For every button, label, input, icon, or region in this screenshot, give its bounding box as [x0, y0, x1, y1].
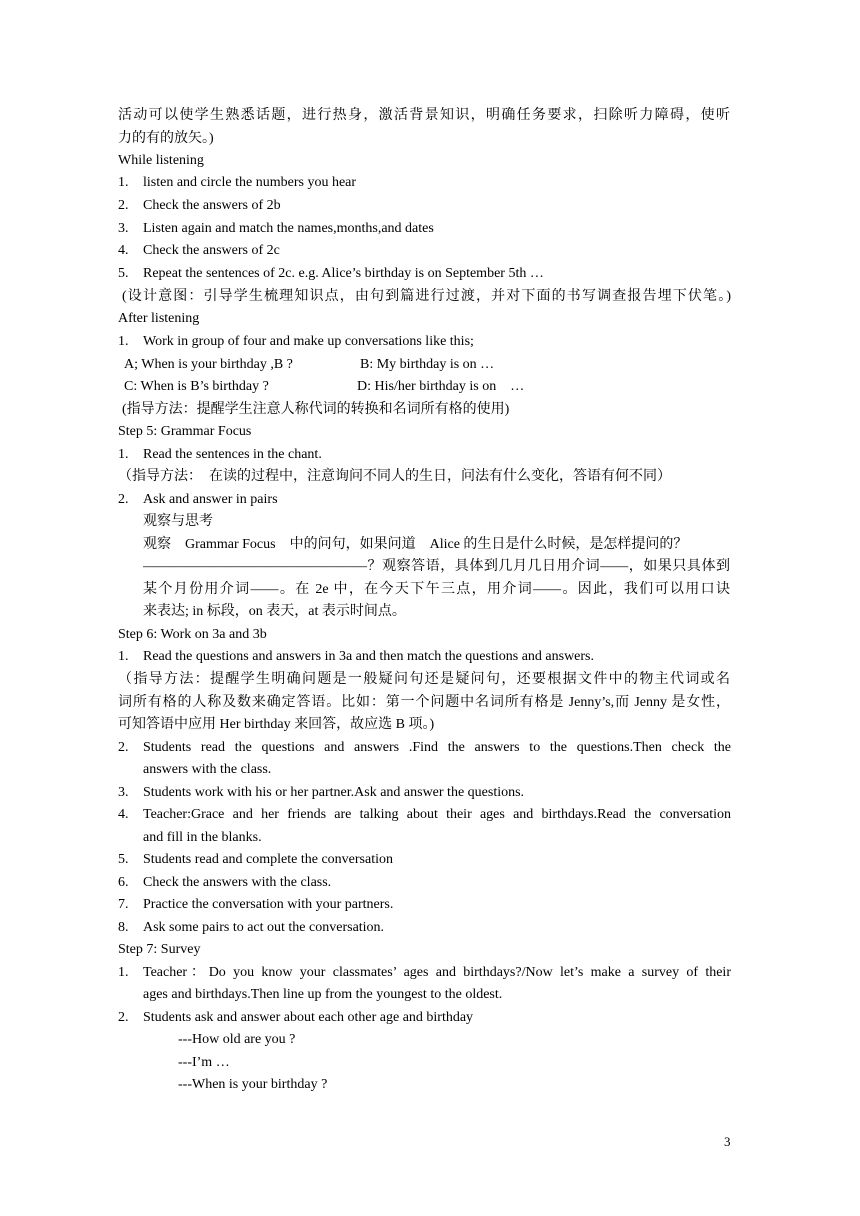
- list-item-text: Check the answers with the class.: [143, 875, 332, 890]
- text-line: 活动可以使学生熟悉话题，进行热身，激活背景知识，明确任务要求，扫除听力障碍，使听: [118, 108, 730, 123]
- list-number: 1.: [118, 649, 129, 664]
- text-line: ---When is your birthday ?: [178, 1077, 328, 1092]
- list-item-text: Read the sentences in the chant.: [143, 447, 322, 462]
- list-item-text: Repeat the sentences of 2c. e.g. Alice’s birthday is on September 5th …: [143, 266, 544, 281]
- list-item-text: Students read the questions and answers .Find the answers to the questions.Then check the: [143, 740, 731, 755]
- list-item-text: listen and circle the numbers you hear: [143, 175, 357, 190]
- list-number: 2.: [118, 1010, 129, 1025]
- text-line: 某个月份用介词——。在 2e 中，在今天下午三点，用介词——。因此，我们可以用口诀: [143, 582, 730, 597]
- page-number: 3: [724, 1134, 731, 1149]
- text-line: （指导方法： 在读的过程中，注意询问不同人的生日，问法有什么变化，答语有何不同）: [118, 469, 671, 484]
- text-line: Step 5: Grammar Focus: [118, 424, 252, 439]
- list-item-text: Teacher:Grace and her friends are talking about their ages and birthdays.Read the conversation: [143, 807, 731, 822]
- list-number: 3.: [118, 221, 129, 236]
- list-number: 2.: [118, 198, 129, 213]
- text-line: Step 7: Survey: [118, 942, 201, 957]
- text-line: and fill in the blanks.: [143, 830, 262, 845]
- list-number: 5.: [118, 852, 129, 867]
- list-number: 1.: [118, 175, 129, 190]
- text-line: （指导方法：提醒学生明确问题是一般疑问句还是疑问句，还要根据文件中的物主代词或名: [118, 672, 730, 687]
- text-line: 词所有格的人称及数来确定答语。比如：第一个问题中名词所有格是 Jenny’s,而 Jenny 是女性，: [118, 695, 730, 710]
- list-item-text: Students ask and answer about each other age and birthday: [143, 1010, 474, 1025]
- list-number: 2.: [118, 492, 129, 507]
- text-line: answers with the class.: [143, 762, 272, 777]
- text-line: 观察 Grammar Focus 中的问句，如果问道 Alice 的生日是什么时候，是怎样提问的？: [143, 537, 688, 552]
- list-number: 2.: [118, 740, 129, 755]
- list-number: 7.: [118, 897, 129, 912]
- text-line: ages and birthdays.Then line up from the youngest to the oldest.: [143, 987, 503, 1002]
- text-line: 力的有的放矢。): [118, 131, 214, 146]
- list-item-text: Students work with his or her partner.Ask and answer the questions.: [143, 785, 525, 800]
- list-number: 4.: [118, 807, 129, 822]
- text-line: ---I’m …: [178, 1055, 230, 1070]
- text-line: 来表达; in 标段，on 表天，at 表示时间点。: [143, 604, 406, 619]
- text-line: D: His/her birthday is on …: [357, 379, 525, 394]
- text-line: Step 6: Work on 3a and 3b: [118, 627, 267, 642]
- list-item-text: Work in group of four and make up conversations like this;: [143, 334, 474, 349]
- list-number: 6.: [118, 875, 129, 890]
- list-number: 3.: [118, 785, 129, 800]
- text-line: ————————————————？观察答语，具体到几月几日用介词——，如果只具体到: [143, 559, 730, 574]
- list-item-text: Read the questions and answers in 3a and then match the questions and answers.: [143, 649, 595, 664]
- list-number: 1.: [118, 965, 129, 980]
- list-number: 5.: [118, 266, 129, 281]
- text-line: ---How old are you ?: [178, 1032, 296, 1047]
- list-item-text: Ask and answer in pairs: [143, 492, 278, 507]
- text-line: While listening: [118, 153, 204, 168]
- text-line: (指导方法：提醒学生注意人称代词的转换和名词所有格的使用): [122, 402, 510, 417]
- list-number: 1.: [118, 334, 129, 349]
- list-item-text: Practice the conversation with your partners.: [143, 897, 394, 912]
- list-number: 8.: [118, 920, 129, 935]
- text-line: C: When is B’s birthday ?: [124, 379, 269, 394]
- list-item-text: Ask some pairs to act out the conversation.: [143, 920, 385, 935]
- list-number: 4.: [118, 243, 129, 258]
- list-number: 1.: [118, 447, 129, 462]
- text-line: B: My birthday is on …: [360, 357, 495, 372]
- list-item-text: Check the answers of 2c: [143, 243, 280, 258]
- text-line: (设计意图：引导学生梳理知识点，由句到篇进行过渡，并对下面的书写调查报告埋下伏笔。): [122, 289, 731, 304]
- text-line: After listening: [118, 311, 200, 326]
- list-item-text: Listen again and match the names,months,and dates: [143, 221, 434, 236]
- list-item-text: Students read and complete the conversation: [143, 852, 393, 867]
- list-item-text: Check the answers of 2b: [143, 198, 281, 213]
- text-line: A; When is your birthday ,B ?: [124, 357, 293, 372]
- list-item-text: Teacher：Do you know your classmates’ ages and birthdays?/Now let’s make a survey of their: [143, 965, 731, 980]
- text-line: 观察与思考: [143, 514, 213, 529]
- text-line: 可知答语中应用 Her birthday 来回答，故应选 B 项。): [118, 717, 435, 732]
